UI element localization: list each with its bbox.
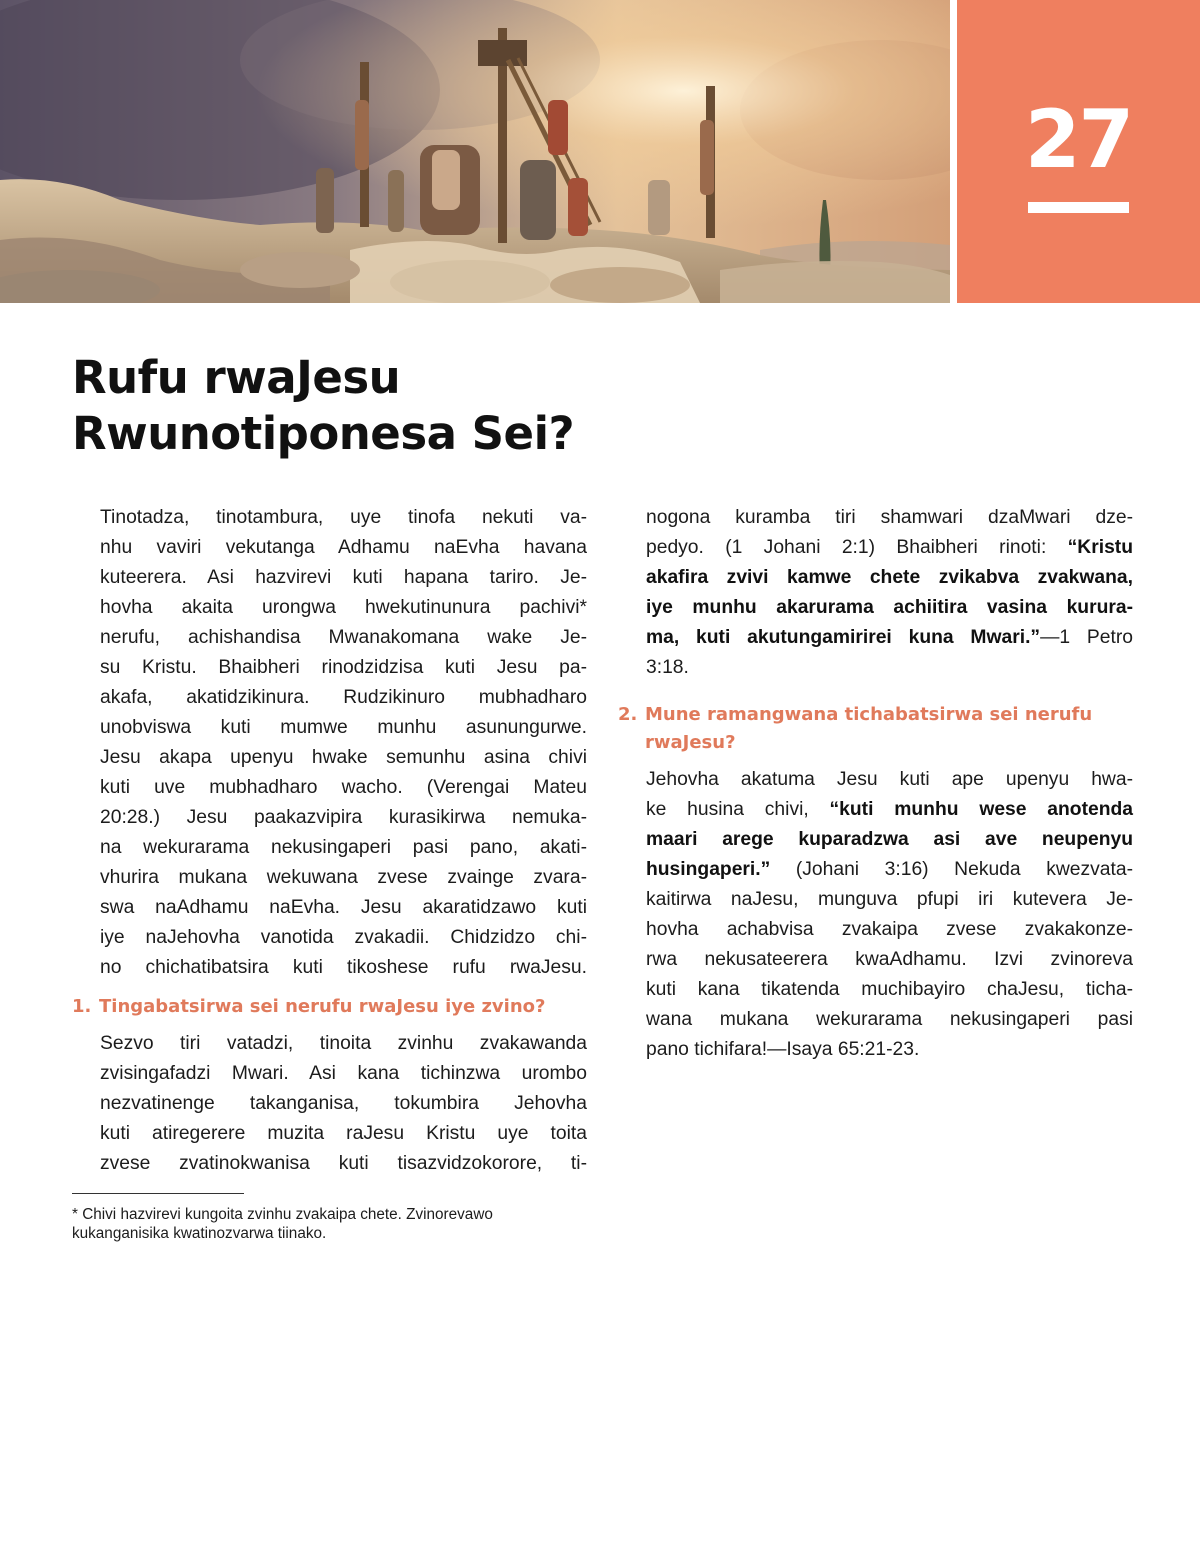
intro-line: nhu vaviri vekutanga Adhamu naEvha havana [100, 537, 587, 558]
scripture-reference: 3:18. [646, 657, 689, 678]
footnote-line: * Chivi hazvirevi kungoita zvinhu zvakaipa chete. Zvinorevawo [72, 1206, 493, 1223]
scripture-quote: husingaperi.” [646, 859, 771, 880]
intro-line: unobviswa kuti mumwe munhu asunungurwe. [100, 717, 587, 738]
intro-line: kuteerera. Asi hazvirevi kuti hapana tariro. Je- [100, 567, 587, 588]
lesson-number-underline [1028, 202, 1129, 213]
answer-text: ke husina chivi, [646, 799, 830, 820]
answer-line [646, 855, 1133, 885]
answer-line: Jehovha akatuma Jesu kuti ape upenyu hwa- [646, 769, 1133, 790]
crucifixion-scene-illustration [0, 0, 950, 303]
intro-line: nerufu, achishandisa Mwanakomana wake Je- [100, 627, 587, 648]
answer-line: kuti kana tikatenda muchibayiro chaJesu, ticha- [646, 979, 1133, 1000]
answer-line: zvese zvatinokwanisa kuti tisazvidzokorore, ti- [100, 1153, 587, 1174]
answer-line: pano tichifara!—Isaya 65:21-23. [646, 1039, 920, 1060]
intro-line: Tinotadza, tinotambura, uye tinofa nekuti va- [100, 507, 587, 528]
footnote [72, 1205, 592, 1243]
footnote-divider [72, 1193, 244, 1194]
lesson-number-block [957, 0, 1200, 303]
intro-line: Jesu akapa upenyu hwake semunhu asina chivi [100, 747, 587, 768]
answer-line: rwa nekusateerera kwaAdhamu. Izvi zvinoreva [646, 949, 1133, 970]
scripture-quote: maari arege kuparadzwa asi ave neupenyu [646, 829, 1133, 850]
question-2-heading [618, 701, 1092, 757]
page-title [72, 350, 632, 462]
scripture-quote: akafira zvivi kamwe chete zvikabva zvakwana, [646, 567, 1133, 588]
answer-line [646, 593, 1133, 623]
answer-line: nezvatinenge takanganisa, tokumbira Jehovha [100, 1093, 587, 1114]
answer-line [646, 533, 1133, 563]
page-title-line: Rufu rwaJesu [72, 351, 401, 404]
question-text: Tingabatsirwa sei nerufu rwaJesu iye zvino? [99, 996, 546, 1017]
question-text: Mune ramangwana tichabatsirwa sei nerufu [645, 704, 1093, 725]
scripture-quote: iye munhu akarurama achiitira vasina kurura- [646, 597, 1133, 618]
answer-line [646, 825, 1133, 855]
scripture-quote: “Kristu [1067, 537, 1133, 558]
answer-line: nogona kuramba tiri shamwari dzaMwari dze- [646, 507, 1133, 528]
intro-line: vhurira mukana wekuwana zvese zvainge zvara- [100, 867, 587, 888]
intro-line: iye naJehovha vanotida zvakadii. Chidzidzo chi- [100, 927, 587, 948]
answer-text: (Johani 3:16) Nekuda kwezvata- [770, 859, 1133, 880]
intro-line: akafa, akatidzikinura. Rudzikinuro mubhadharo [100, 687, 587, 708]
intro-line: swa naAdhamu naEvha. Jesu akaratidzawo kuti [100, 897, 587, 918]
answer-line: zvisingafadzi Mwari. Asi kana tichinzwa urombo [100, 1063, 587, 1084]
question-1-answer-left [100, 1029, 587, 1179]
answer-line: kuti atiregerere muzita raJesu Kristu uye toita [100, 1123, 587, 1144]
intro-line: 20:28.) Jesu paakazvipira kurasikirwa nemuka- [100, 807, 587, 828]
question-text: rwaJesu? [645, 732, 736, 753]
intro-line: hovha akaita urongwa hwekutinunura pachivi* [100, 597, 587, 618]
answer-line: kaitirwa naJesu, munguva pfupi iri kutevera Je- [646, 889, 1133, 910]
question-1-heading [72, 993, 545, 1021]
scripture-reference: —1 Petro [1040, 627, 1133, 648]
answer-line: Sezvo tiri vatadzi, tinoita zvinhu zvakawanda [100, 1033, 587, 1054]
question-2-answer [646, 765, 1133, 1065]
intro-line: kuti uve mubhadharo wacho. (Verengai Mateu [100, 777, 587, 798]
answer-text: pedyo. (1 Johani 2:1) Bhaibheri rinoti: [646, 537, 1068, 558]
answer-line [646, 795, 1133, 825]
intro-line: no chichatibatsira kuti tikoshese rufu rwaJesu. [100, 957, 587, 978]
answer-line [646, 563, 1133, 593]
question-1-answer-right [646, 503, 1133, 683]
answer-line: wana mukana wekurarama nekusingaperi pasi [646, 1009, 1133, 1030]
question-number: 2. [618, 704, 638, 725]
answer-line: hovha achabvisa zvakaipa zvese zvakakonze- [646, 919, 1133, 940]
question-number: 1. [72, 996, 92, 1017]
footnote-line: kukanganisika kwatinozvarwa tiinako. [72, 1225, 327, 1242]
intro-paragraph [100, 503, 587, 983]
scripture-quote: ma, kuti akutungamirirei kuna Mwari.” [646, 627, 1041, 648]
answer-line [646, 623, 1133, 653]
intro-line: na wekurarama nekusingaperi pasi pano, akati- [100, 837, 587, 858]
header-illustration [0, 0, 950, 303]
page-title-line: Rwunotiponesa Sei? [72, 407, 575, 460]
lesson-number: 27 [1024, 93, 1133, 186]
scripture-quote: “kuti munhu wese anotenda [829, 799, 1133, 820]
intro-line: su Kristu. Bhaibheri rinodzidzisa kuti Jesu pa- [100, 657, 587, 678]
